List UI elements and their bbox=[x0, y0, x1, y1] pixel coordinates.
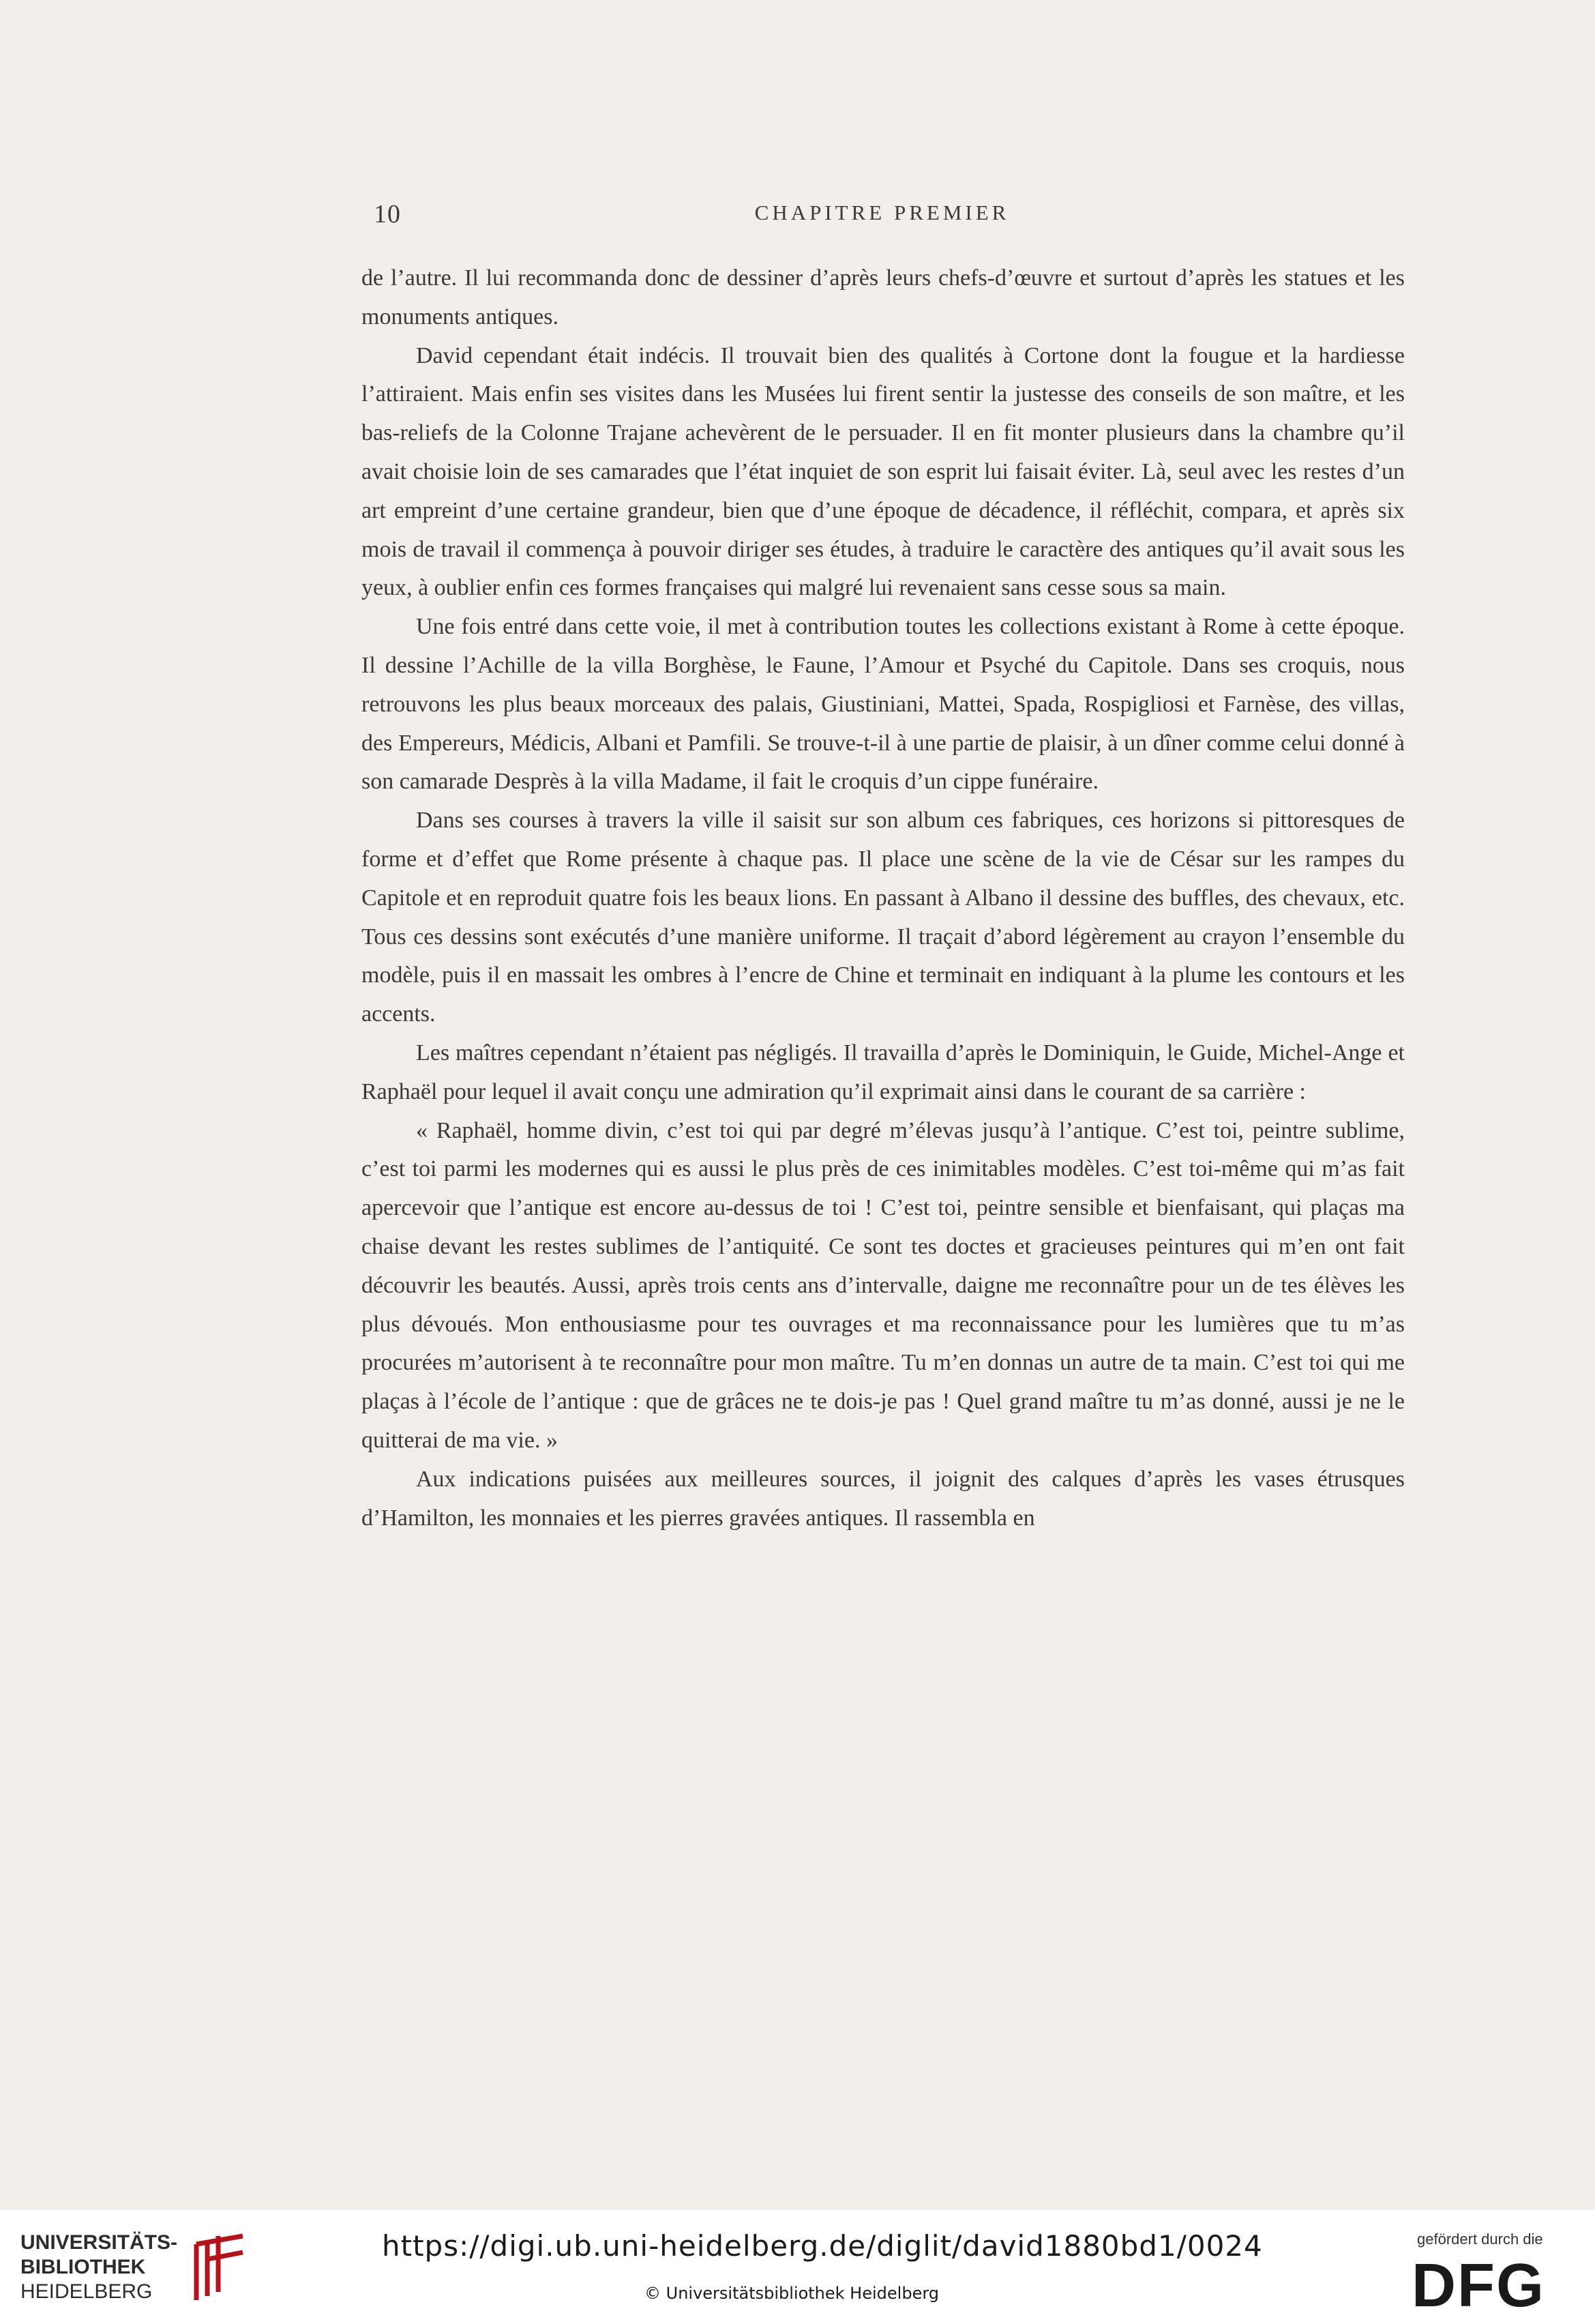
page-number: 10 bbox=[374, 200, 401, 229]
body-text bbox=[361, 259, 1405, 1538]
dfg-logo[interactable]: DFG bbox=[1412, 2252, 1545, 2320]
paragraph: de l’autre. Il lui recommanda donc de dessiner d’après leurs chefs-d’œuvre et surtout d’après les statues et les monuments antiques. bbox=[361, 265, 1405, 329]
paragraph: David cependant était indécis. Il trouvait bien des qualités à Cortone dont la fougue et la hardiesse l’attiraient. Mais enfin ses visites dans les Musées lui firent sentir la justesse des conseils de son maître, et les bas-reliefs de la Colonne Trajane achevèrent de le persuader. Il en fit monter plusieurs dans la chambre qu’il avait choisie loin de ses camarades que l’état inquiet de son esprit lui faisait éviter. Là, seul avec les restes d’un art empreint d’une certaine grandeur, bien que d’une époque de décadence, il réfléchit, compara, et après six mois de travail il commença à pouvoir diriger ses études, à traduire le caractère des antiques qu’il avait sous les yeux, à oublier enfin ces formes françaises qui malgré lui revenaient sans cesse sous sa main. bbox=[361, 342, 1405, 601]
copyright-notice: © Universitätsbibliothek Heidelberg bbox=[644, 2284, 940, 2303]
paragraph: Les maîtres cependant n’étaient pas négligés. Il travailla d’après le Dominiquin, le Guide, Michel-Ange et Raphaël pour lequel il avait conçu une admiration qu’il exprimait ainsi dans le courant de sa carrière : bbox=[361, 1040, 1405, 1104]
permalink-url[interactable]: https://digi.ub.uni-heidelberg.de/diglit/david1880bd1/0024 bbox=[382, 2229, 1263, 2263]
library-emblem-icon bbox=[183, 2232, 248, 2304]
running-head bbox=[374, 199, 1390, 233]
library-logo[interactable] bbox=[20, 2231, 286, 2306]
funding-label: gefördert durch die bbox=[1417, 2231, 1543, 2248]
paragraph: Dans ses courses à travers la ville il saisit sur son album ces fabriques, ces horizons si pittoresques de forme et d’effet que Rome présente à chaque pas. Il place une scène de la vie de César sur les rampes du Capitole et en reproduit quatre fois les beaux lions. En passant à Albano il dessine des buffles, des chevaux, etc. Tous ces dessins sont exécutés d’une manière uniforme. Il traçait d’abord légèrement au crayon l’ensemble du modèle, puis il en massait les ombres à l’encre de Chine et terminait en indiquant à la plume les contours et les accents. bbox=[361, 808, 1405, 1027]
digitization-footer bbox=[0, 2210, 1595, 2324]
chapter-title: CHAPITRE PREMIER bbox=[754, 201, 1010, 224]
quotation-paragraph: « Raphaël, homme divin, c’est toi qui par degré m’élevas jusqu’à l’antique. C’est toi, peintre sublime, c’est toi parmi les modernes qui es aussi le plus près de ces inimitables modèles. C’est toi-même qui m’as fait apercevoir que l’antique est encore au-dessus de toi ! C’est toi, peintre sensible et bienfaisant, qui plaças ma chaise devant les restes sublimes de l’antiquité. Ce sont tes doctes et gracieuses peintures qui m’en ont fait découvrir les beautés. Aussi, après trois cents ans d’intervalle, daigne me reconnaître pour un de tes élèves les plus dévoués. Mon enthousiasme pour tes ouvrages et ma reconnaissance pour les lumières que tu m’as procurées m’autorisent à te reconnaître pour mon maître. Tu m’en donnas un autre de ta main. C’est toi qui me plaças à l’école de l’antique : que de grâces ne te dois-je pas ! Quel grand maître tu m’as donné, aussi je ne le quitterai de ma vie. » bbox=[361, 1117, 1405, 1453]
library-name: UNIVERSITÄTS- BIBLIOTHEK HEIDELBERG bbox=[20, 2231, 178, 2303]
paragraph: Aux indications puisées aux meilleures sources, il joignit des calques d’après les vases étrusques d’Hamilton, les monnaies et les pierres gravées antiques. Il rassembla en bbox=[361, 1466, 1405, 1531]
paragraph: Une fois entré dans cette voie, il met à contribution toutes les collections existant à Rome à cette époque. Il dessine l’Achille de la villa Borghèse, le Faune, l’Amour et Psyché du Capitole. Dans ses croquis, nous retrouvons les plus beaux morceaux des palais, Giustiniani, Mattei, Spada, Rospigliosi et Farnèse, des villas, des Empereurs, Médicis, Albani et Pamfili. Se trouve-t-il à une partie de plaisir, à un dîner comme celui donné à son camarade Desprès à la villa Madame, il fait le croquis d’un cippe funéraire. bbox=[361, 614, 1405, 795]
